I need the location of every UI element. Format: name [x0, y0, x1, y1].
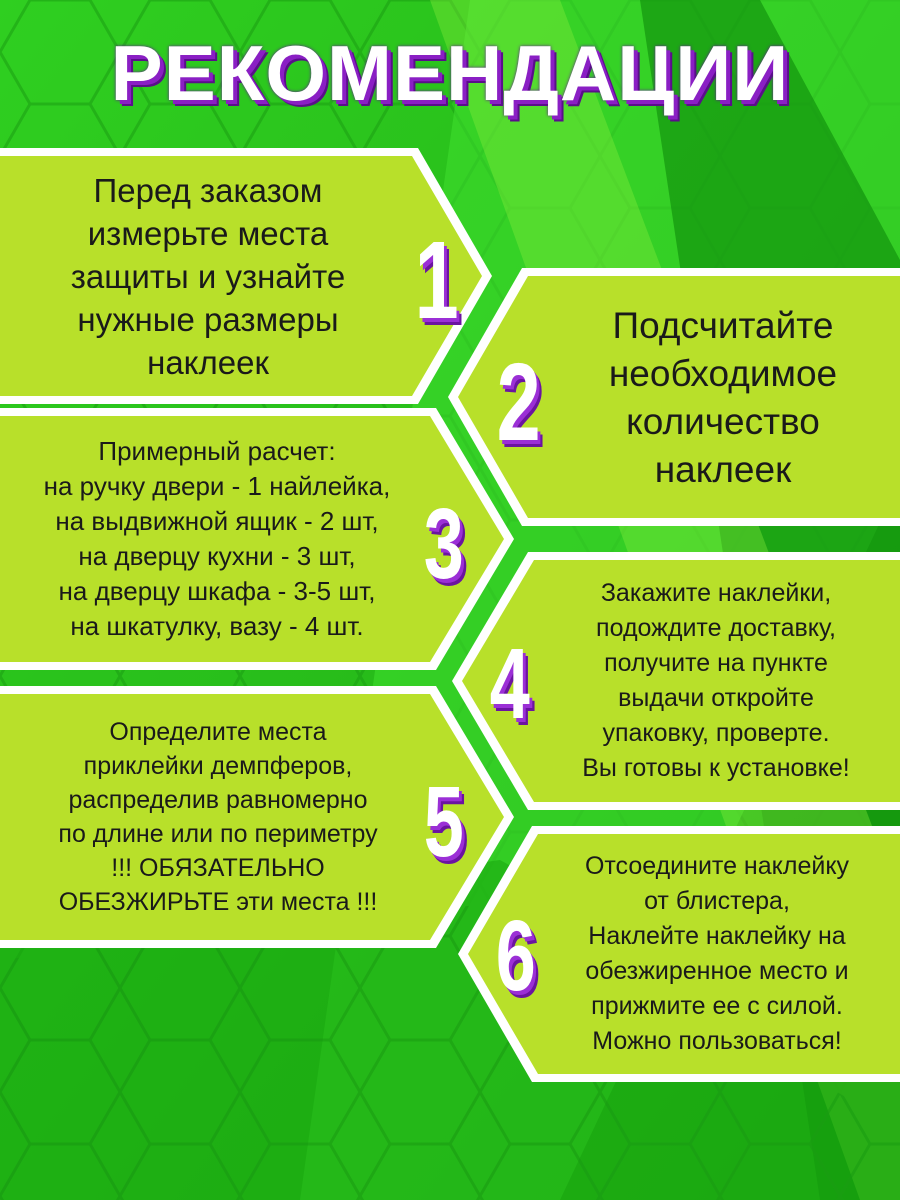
step-3-text: Примерный расчет: на ручку двери - 1 найлейка, на выдвижной ящик - 2 шт, на дверцу кухни - 3 шт, на дверцу шкафа - 3-5 шт, на шкатулку, вазу - 4 шт. — [43, 436, 391, 641]
step-4-text: Закажите наклейки, подождите доставку, получите на пункте выдачи откройте упаковку, проверте. Вы готовы к установке! — [582, 579, 850, 782]
step-4-number: 4 — [489, 628, 530, 740]
step-2-text: Подсчитайте необходимое количество наклеек — [608, 305, 838, 490]
step-6-text: Отсоедините наклейку от блистера, Наклейте наклейку на обезжиренное место и прижмите ее с силой. Можно пользоваться! — [584, 852, 850, 1055]
step-5-number: 5 — [423, 766, 464, 878]
step-6-panel — [458, 826, 900, 1082]
step-6-number: 6 — [495, 900, 536, 1012]
step-1-number: 1 — [414, 219, 459, 342]
step-1-panel — [0, 148, 500, 404]
page-title: РЕКОМЕНДАЦИИ — [110, 29, 790, 117]
step-3-number: 3 — [423, 488, 464, 600]
step-1-text: Перед заказом измерьте места защиты и узнайте нужные размеры наклеек — [70, 171, 346, 381]
step-5-panel — [0, 686, 520, 948]
step-2-number: 2 — [496, 341, 541, 464]
step-5-text: Определите места приклейки демпферов, распределив равномерно по длине или по периметру !!! ОБЯЗАТЕЛЬНО ОБЕЗЖИРЬТЕ эти места !!! — [58, 718, 378, 916]
step-3-panel — [0, 408, 520, 670]
